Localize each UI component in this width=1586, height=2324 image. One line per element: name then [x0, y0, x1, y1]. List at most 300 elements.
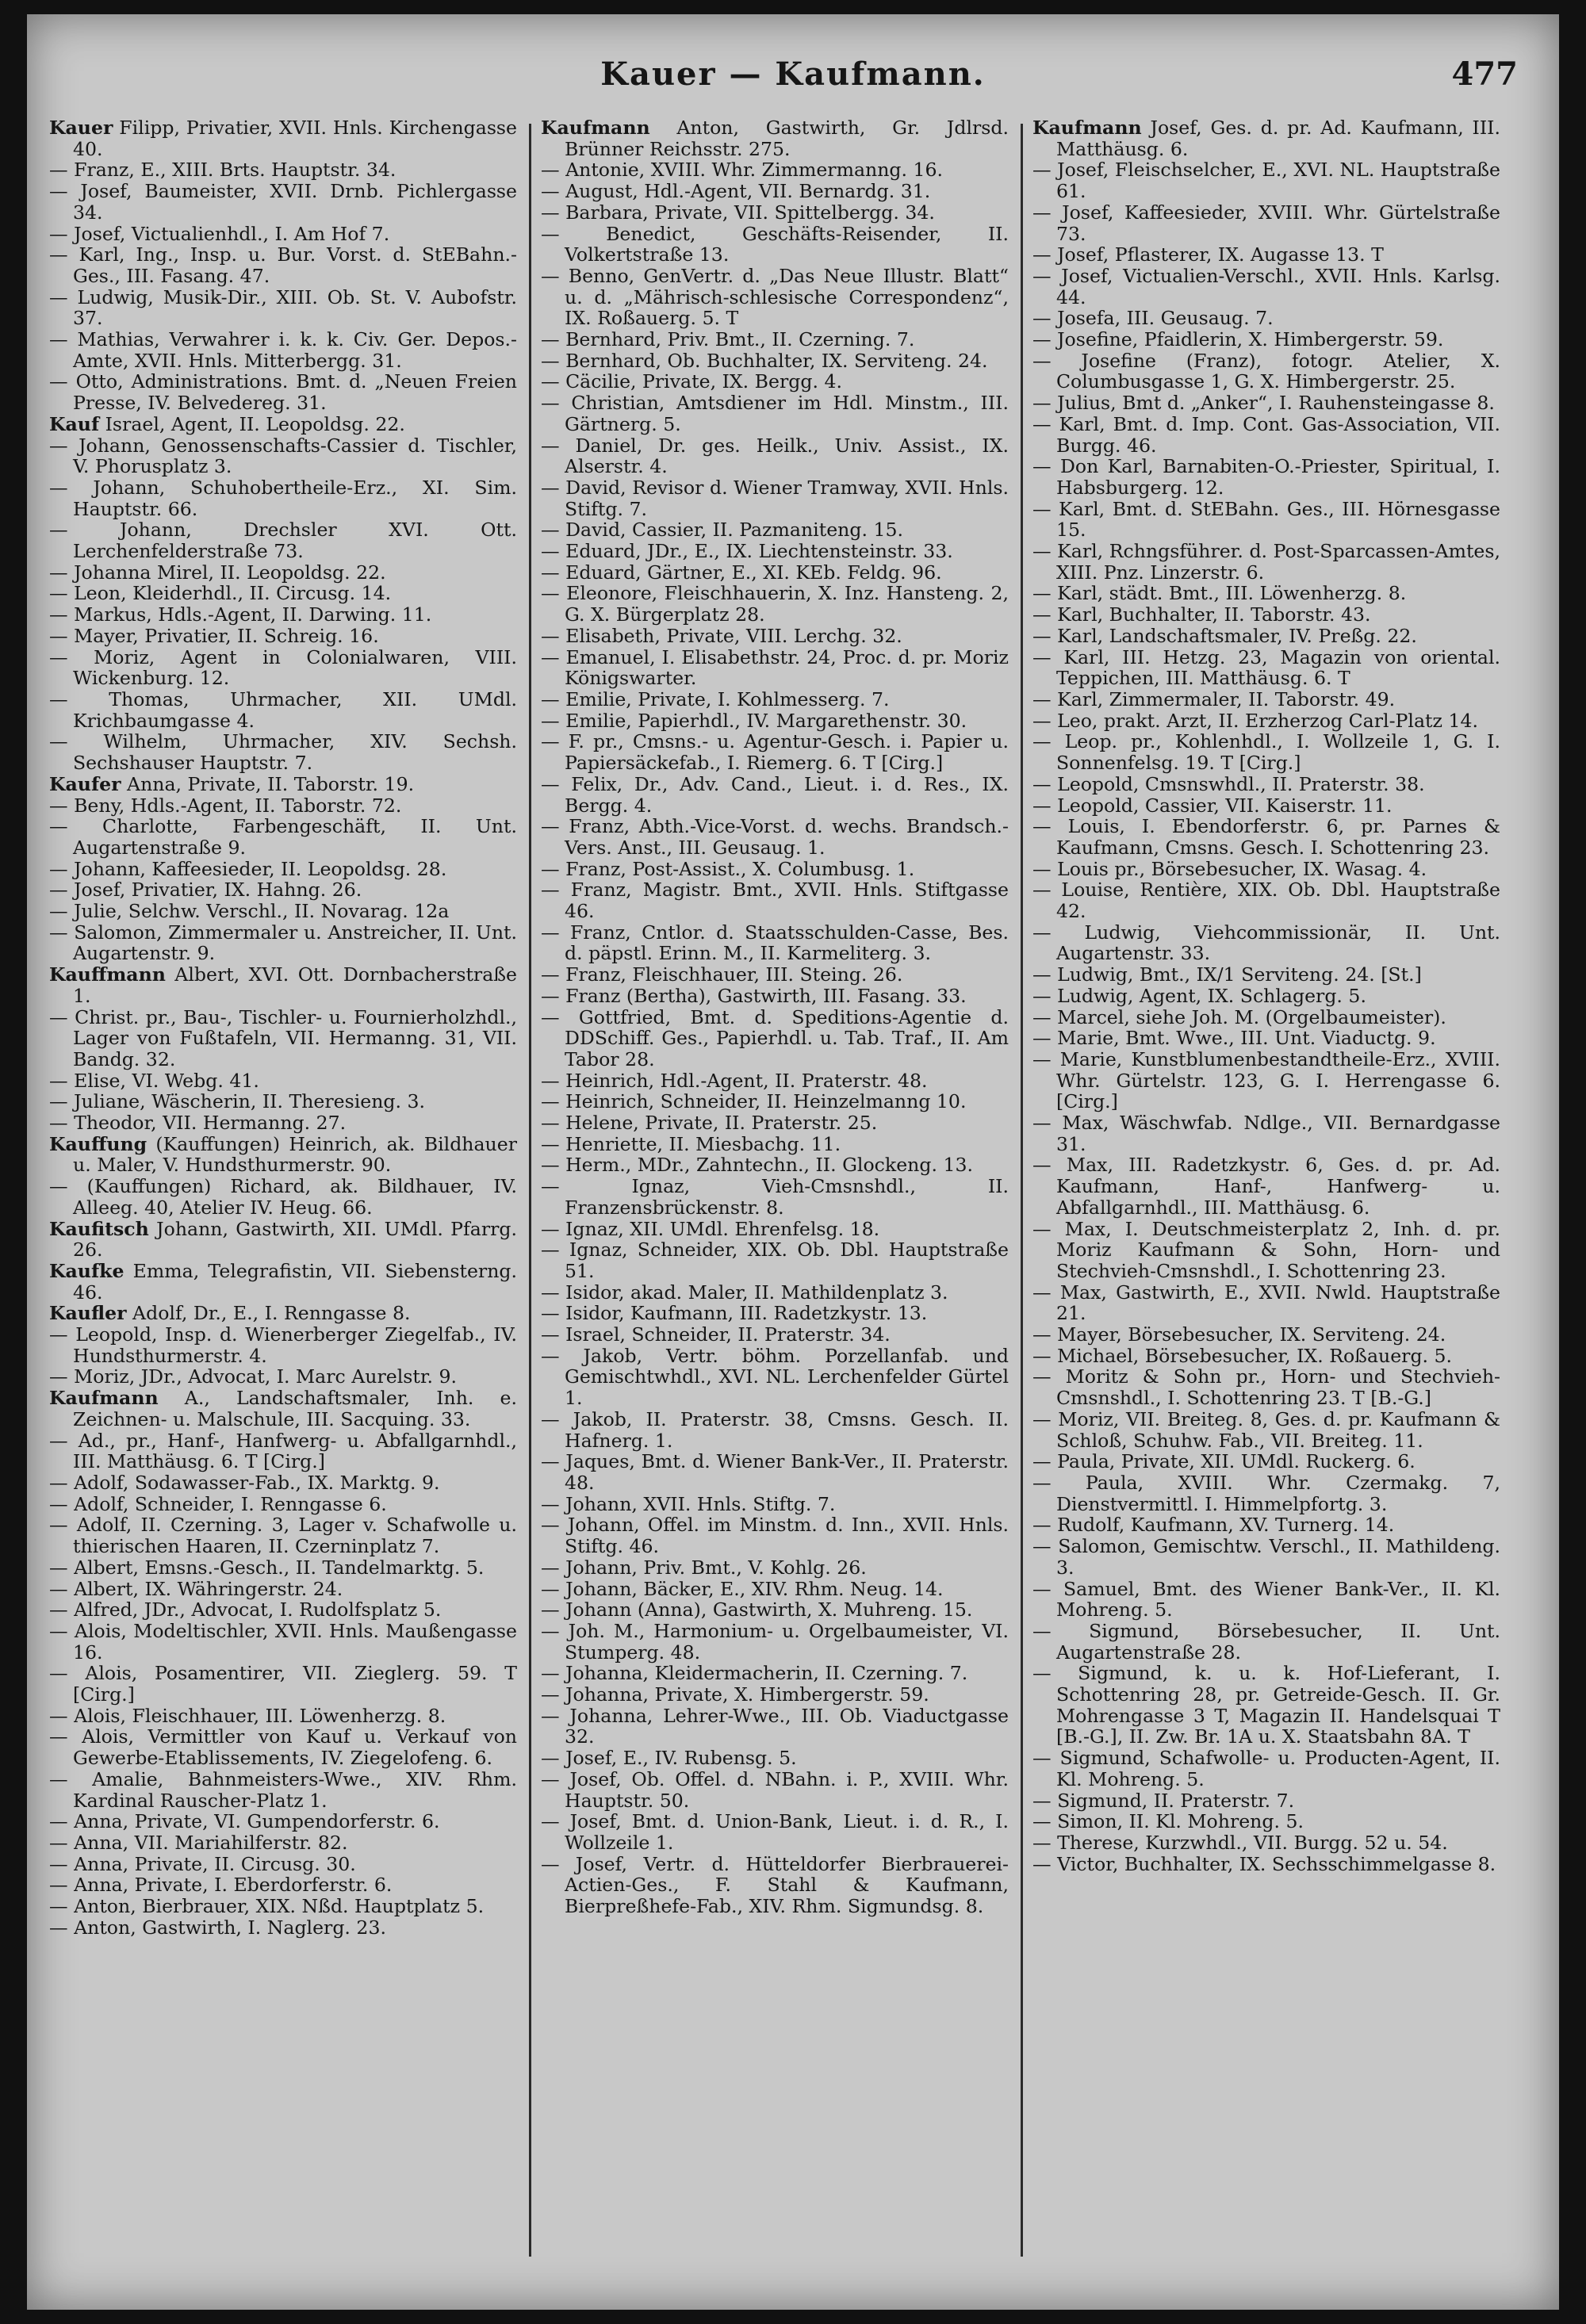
- entry-text: — Eleonore, Fleischhauerin, X. Inz. Hansteng. 2, G. X. Bürgerplatz 28.: [541, 582, 1009, 626]
- directory-entry: [541, 224, 1009, 266]
- entry-text: — Antonie, XVIII. Whr. Zimmermanng. 16.: [541, 159, 944, 182]
- directory-entry: [49, 477, 517, 519]
- entry-text: — Sigmund, k. u. k. Hof-Lieferant, I. Schottenring 28, pr. Getreide-Gesch. II. Gr. Mohrengasse 3 T, Magazin II. Handelsquai T [B.-G.], II. Zw. Br. 1A u. X. Staatsbahn 8A. T: [1032, 1662, 1500, 1748]
- column-3: [1032, 117, 1500, 2274]
- directory-entry: [541, 1621, 1009, 1663]
- directory-entry: [49, 287, 517, 329]
- entry-text: — Josef, Victualien-Verschl., XVII. Hnls. Karlsg. 44.: [1032, 264, 1500, 308]
- entry-text: — Ad., pr., Hanf-, Hanfwerg- u. Abfallgarnhdl., III. Matthäusg. 6. T [Cirg.]: [49, 1429, 517, 1473]
- entry-text: — Emilie, Papierhdl., IV. Margarethenstr. 30.: [541, 709, 967, 732]
- directory-entry: [49, 795, 517, 817]
- entry-text: — Karl, städt. Bmt., III. Löwenherzg. 8.: [1032, 582, 1407, 605]
- entry-text: — Karl, Bmt. d. StEBahn. Ges., III. Hörnesgasse 15.: [1032, 497, 1500, 542]
- directory-entry: [49, 1303, 517, 1324]
- entry-surname: Kaufmann: [541, 117, 650, 139]
- entry-text: — Charlotte, Farbengeschäft, II. Unt. Augartenstraße 9.: [49, 815, 517, 859]
- directory-entry: [49, 562, 517, 584]
- entry-text: — Paula, Private, XII. UMdl. Ruckerg. 6.: [1032, 1450, 1416, 1473]
- directory-entry: [1032, 499, 1500, 541]
- entry-text: — Wilhelm, Uhrmacher, XIV. Sechsh. Sechshauser Hauptstr. 7.: [49, 730, 517, 775]
- directory-entry: [49, 1494, 517, 1515]
- entry-text: — Franz, Fleischhauer, III. Steing. 26.: [541, 963, 903, 986]
- directory-entry: [49, 1726, 517, 1768]
- directory-entry: [49, 1706, 517, 1727]
- entry-text: — Herm., MDr., Zahntechn., II. Glockeng. 13.: [541, 1154, 973, 1177]
- directory-entry: [1032, 392, 1500, 414]
- entry-text: — Anna, Private, VI. Gumpendorferstr. 6.: [49, 1810, 440, 1833]
- directory-entry: [541, 1769, 1009, 1811]
- entry-text: — Marie, Kunstblumenbestandtheile-Erz., XVIII. Whr. Gürtelstr. 123, G. I. Herrengasse 6. [Cirg.]: [1032, 1047, 1500, 1113]
- directory-entry: [541, 1346, 1009, 1409]
- entry-text: A., Landschaftsmaler, Inh. e. Zeichnen- u. Malschule, III. Sacquing. 33.: [73, 1387, 517, 1430]
- entry-text: — Mathias, Verwahrer i. k. k. Civ. Ger. Depos.-Amte, XVII. Hnls. Mitterbergg. 31.: [49, 328, 517, 372]
- directory-entry: [541, 541, 1009, 562]
- directory-entry: [49, 1091, 517, 1112]
- directory-entry: [541, 964, 1009, 986]
- directory-entry: [49, 435, 517, 477]
- directory-entry: [541, 647, 1009, 689]
- directory-entry: [49, 244, 517, 286]
- directory-entry: [49, 1176, 517, 1218]
- directory-entry: [49, 901, 517, 922]
- entry-text: — Christian, Amtsdiener im Hdl. Minstm., III. Gärtnerg. 5.: [541, 392, 1009, 435]
- directory-entry: [541, 1409, 1009, 1451]
- entry-text: — Moriz, VII. Breiteg. 8, Ges. d. pr. Kaufmann & Schloß, Schuhw. Fab., VII. Breiteg. 11.: [1032, 1407, 1500, 1452]
- entry-surname: Kauffung: [49, 1132, 147, 1155]
- directory-entry: [49, 329, 517, 371]
- entry-text: — August, Hdl.-Agent, VII. Bernardg. 31.: [541, 180, 931, 203]
- entry-text: — Karl, Landschaftsmaler, IV. Preßg. 22.: [1032, 624, 1417, 647]
- entry-text: — Franz, Post-Assist., X. Columbusg. 1.: [541, 857, 915, 880]
- directory-entry: [1032, 879, 1500, 921]
- entry-text: — Albert, IX. Währingerstr. 24.: [49, 1577, 343, 1600]
- directory-entry: [541, 731, 1009, 773]
- entry-text: — Josef, Kaffeesieder, XVIII. Whr. Gürtelstraße 73.: [1032, 201, 1500, 245]
- entry-text: — Johann, Schuhobertheile-Erz., XI. Sim. Hauptstr. 66.: [49, 476, 517, 520]
- entry-text: — Paula, XVIII. Whr. Czermakg. 7, Dienstvermittl. I. Himmelpfortg. 3.: [1032, 1472, 1500, 1515]
- entry-text: — Johann, Kaffeesieder, II. Leopoldsg. 28.: [49, 857, 447, 880]
- entry-text: Filipp, Privatier, XVII. Hnls. Kirchengasse 40.: [73, 117, 517, 160]
- entry-surname: Kaufmann: [49, 1387, 159, 1410]
- directory-entry: [1032, 986, 1500, 1007]
- directory-entry: [49, 181, 517, 223]
- entry-text: — Therese, Kurzwhdl., VII. Burgg. 52 u. 54.: [1032, 1831, 1448, 1854]
- entry-text: — Jakob, II. Praterstr. 38, Cmsns. Gesch. II. Hafnerg. 1.: [541, 1407, 1009, 1452]
- directory-entry: [1032, 1811, 1500, 1832]
- entry-text: — Ludwig, Musik-Dir., XIII. Ob. St. V. Aubofstr. 37.: [49, 285, 517, 330]
- directory-entry: [541, 266, 1009, 329]
- directory-entry: [49, 583, 517, 604]
- entry-text: Anton, Gastwirth, Gr. Jdlrsd. Brünner Reichsstr. 275.: [565, 117, 1009, 160]
- entry-surname: Kauffmann: [49, 963, 166, 986]
- entry-text: — Beny, Hdls.-Agent, II. Taborstr. 72.: [49, 794, 402, 817]
- entry-text: — Karl, III. Hetzg. 23, Magazin von oriental. Teppichen, III. Matthäusg. 6. T: [1032, 645, 1500, 690]
- entry-text: — Salomon, Zimmermaler u. Anstreicher, II. Unt. Augartenstr. 9.: [49, 921, 517, 965]
- entry-text: — Victor, Buchhalter, IX. Sechsschimmelgasse 8.: [1032, 1852, 1496, 1875]
- directory-entry: [49, 224, 517, 245]
- directory-entry: [541, 1134, 1009, 1155]
- directory-entry: [49, 1896, 517, 1917]
- entry-text: — Ludwig, Viehcommissionär, II. Unt. Augartenstr. 33.: [1032, 921, 1500, 965]
- entry-text: — Max, Wäschwfab. Ndlge., VII. Bernardgasse 31.: [1032, 1112, 1500, 1155]
- directory-entry: [1032, 308, 1500, 329]
- directory-entry: [541, 689, 1009, 710]
- directory-entry: [1032, 1028, 1500, 1049]
- entry-text: — Johann (Anna), Gastwirth, X. Muhreng. 15.: [541, 1598, 973, 1621]
- directory-entry: [1032, 816, 1500, 858]
- directory-entry: [1032, 1472, 1500, 1514]
- directory-entry: [1032, 202, 1500, 244]
- directory-entry: [541, 1070, 1009, 1092]
- entry-text: — Anton, Bierbrauer, XIX. Nßd. Hauptplatz 5.: [49, 1895, 485, 1918]
- entry-text: — Emilie, Private, I. Kohlmesserg. 7.: [541, 687, 890, 710]
- directory-entry: [49, 1854, 517, 1875]
- entry-text: — Leo, prakt. Arzt, II. Erzherzog Carl-Platz 14.: [1032, 709, 1478, 732]
- entry-text: — Julius, Bmt d. „Anker“, I. Rauhensteingasse 8.: [1032, 392, 1495, 415]
- directory-entry: [49, 1366, 517, 1388]
- entry-text: — Otto, Administrations. Bmt. d. „Neuen Freien Presse, IV. Belvedereg. 31.: [49, 370, 517, 415]
- directory-entry: [1032, 1748, 1500, 1790]
- entry-text: — Marie, Bmt. Wwe., III. Unt. Viaductg. 9.: [1032, 1027, 1436, 1050]
- directory-entry: [1032, 1790, 1500, 1812]
- entry-text: Adolf, Dr., E., I. Renngasse 8.: [126, 1302, 411, 1325]
- directory-entry: [1032, 1409, 1500, 1451]
- directory-entry: [1032, 795, 1500, 817]
- entry-text: — Isidor, Kaufmann, III. Radetzkystr. 13.: [541, 1302, 928, 1325]
- directory-entry: [541, 202, 1009, 224]
- entry-text: — Josefa, III. Geusaug. 7.: [1032, 307, 1274, 330]
- entry-text: — Alfred, JDr., Advocat, I. Rudolfsplatz 5.: [49, 1598, 442, 1621]
- page-header: [27, 56, 1559, 103]
- entry-text: — (Kauffungen) Richard, ak. Bildhauer, IV. Alleeg. 40, Atelier IV. Heug. 66.: [49, 1175, 517, 1219]
- entry-text: — Sigmund, II. Praterstr. 7.: [1032, 1789, 1295, 1812]
- entry-surname: Kaufitsch: [49, 1217, 149, 1240]
- entry-text: — Anna, VII. Mariahilferstr. 82.: [49, 1831, 348, 1854]
- entry-text: — Ignaz, Vieh-Cmsnshdl., II. Franzensbrückenstr. 8.: [541, 1175, 1009, 1219]
- directory-entry: [49, 159, 517, 181]
- entry-text: — Jaques, Bmt. d. Wiener Bank-Ver., II. Praterstr. 48.: [541, 1450, 1009, 1494]
- entry-surname: Kaufke: [49, 1259, 125, 1282]
- entry-text: — Max, Gastwirth, E., XVII. Nwld. Hauptstraße 21.: [1032, 1281, 1500, 1325]
- directory-entry: [541, 1599, 1009, 1621]
- entry-surname: Kaufler: [49, 1302, 127, 1325]
- directory-entry: [541, 816, 1009, 858]
- directory-entry: [49, 1917, 517, 1939]
- directory-entry: [49, 647, 517, 689]
- directory-entry: [541, 1494, 1009, 1515]
- entry-text: — Alois, Posamentirer, VII. Zieglerg. 59. T [Cirg.]: [49, 1662, 517, 1706]
- entry-text: — Amalie, Bahnmeisters-Wwe., XIV. Rhm. Kardinal Rauscher-Platz 1.: [49, 1767, 517, 1812]
- directory-entry: [49, 1579, 517, 1600]
- entry-text: — David, Revisor d. Wiener Tramway, XVII. Hnls. Stiftg. 7.: [541, 476, 1009, 520]
- entry-text: — Louis pr., Börsebesucher, IX. Wasag. 4.: [1032, 857, 1427, 880]
- directory-entry: [49, 414, 517, 435]
- directory-entry: [541, 859, 1009, 880]
- entry-text: — Albert, Emsns.-Gesch., II. Tandelmarktg. 5.: [49, 1556, 485, 1579]
- entry-text: — Ignaz, XII. UMdl. Ehrenfelsg. 18.: [541, 1217, 880, 1240]
- entry-text: — Thomas, Uhrmacher, XII. UMdl. Krichbaumgasse 4.: [49, 687, 517, 732]
- entry-text: — Franz (Bertha), Gastwirth, III. Fasang. 33.: [541, 984, 967, 1007]
- entry-text: — Adolf, Schneider, I. Renngasse 6.: [49, 1492, 387, 1515]
- entry-text: — Johanna Mirel, II. Leopoldsg. 22.: [49, 561, 386, 584]
- entry-text: — Mayer, Börsebesucher, IX. Serviteng. 24.: [1032, 1323, 1446, 1346]
- entry-text: — Sigmund, Börsebesucher, II. Unt. Augartenstraße 28.: [1032, 1619, 1500, 1664]
- entry-text: — Elise, VI. Webg. 41.: [49, 1069, 259, 1092]
- directory-entry: [49, 1070, 517, 1092]
- directory-entry: [1032, 859, 1500, 880]
- entry-text: — Isidor, akad. Maler, II. Mathildenplatz 3.: [541, 1281, 948, 1304]
- directory-entry: [541, 1303, 1009, 1324]
- entry-text: Israel, Agent, II. Leopoldsg. 22.: [99, 412, 405, 435]
- entry-text: — Johanna, Private, X. Himbergerstr. 59.: [541, 1683, 929, 1706]
- entry-text: — Henriette, II. Miesbachg. 11.: [541, 1132, 841, 1155]
- entry-text: — Alois, Fleischhauer, III. Löwenherzg. 8.: [49, 1704, 446, 1727]
- entry-text: — Salomon, Gemischtw. Verschl., II. Mathildeng. 3.: [1032, 1535, 1500, 1579]
- directory-entry: [49, 731, 517, 773]
- entry-text: — Simon, II. Kl. Mohreng. 5.: [1032, 1810, 1304, 1833]
- directory-entry: [1032, 329, 1500, 350]
- directory-entry: [1032, 731, 1500, 773]
- directory-entry: [49, 1557, 517, 1579]
- entry-text: Johann, Gastwirth, XII. UMdl. Pfarrg. 26.: [73, 1217, 517, 1262]
- entry-text: — Julie, Selchw. Verschl., II. Novarag. 12a: [49, 900, 450, 923]
- directory-entry: [49, 1832, 517, 1854]
- directory-entry: [49, 1430, 517, 1472]
- directory-entry: [541, 1239, 1009, 1281]
- directory-entry: [49, 626, 517, 647]
- entry-text: — Adolf, Sodawasser-Fab., IX. Marktg. 9.: [49, 1472, 440, 1494]
- entry-surname: Kaufer: [49, 772, 121, 795]
- directory-entry: [1032, 159, 1500, 201]
- directory-entry: [49, 1769, 517, 1811]
- directory-entry: [541, 562, 1009, 584]
- directory-entry: [541, 1007, 1009, 1070]
- entry-text: — Emanuel, I. Elisabethstr. 24, Proc. d. pr. Moriz Königswarter.: [541, 645, 1009, 690]
- directory-entry: [541, 1219, 1009, 1240]
- entry-text: — Benedict, Geschäfts-Reisender, II. Volkertstraße 13.: [541, 222, 1009, 266]
- entry-text: — Leopold, Insp. d. Wienerberger Ziegelfab., IV. Hundsthurmerstr. 4.: [49, 1323, 517, 1367]
- directory-entry: [541, 922, 1009, 964]
- directory-entry: [1032, 117, 1500, 159]
- entry-text: — Josef, Vertr. d. Hütteldorfer Bierbrauerei-Actien-Ges., F. Stahl & Kaufmann, Bierpreßhefe-Fab., XIV. Rhm. Sigmundsg. 8.: [541, 1852, 1009, 1918]
- directory-entry: [49, 1007, 517, 1070]
- directory-entry: [1032, 1324, 1500, 1346]
- directory-entry: [49, 1599, 517, 1621]
- directory-entry: [541, 583, 1009, 625]
- directory-entry: [1032, 689, 1500, 710]
- directory-entry: [49, 519, 517, 561]
- directory-entry: [1032, 1049, 1500, 1112]
- directory-entry: [1032, 1451, 1500, 1472]
- directory-entry: [541, 1811, 1009, 1853]
- directory-entry: [49, 1472, 517, 1494]
- entry-text: — Markus, Hdls.-Agent, II. Darwing. 11.: [49, 603, 432, 626]
- directory-entry: [1032, 1621, 1500, 1663]
- directory-entry: [1032, 1346, 1500, 1367]
- directory-entry: [1032, 1007, 1500, 1028]
- directory-entry: [1032, 1832, 1500, 1854]
- directory-entry: [541, 1112, 1009, 1134]
- directory-entry: [541, 1514, 1009, 1556]
- directory-entry: [541, 1176, 1009, 1218]
- directory-entry: [49, 1621, 517, 1663]
- directory-entry: [49, 117, 517, 159]
- entry-text: — Josef, Pflasterer, IX. Augasse 13. T: [1032, 243, 1384, 266]
- directory-entry: [1032, 266, 1500, 308]
- directory-entry: [1032, 414, 1500, 456]
- directory-entry: [541, 1154, 1009, 1176]
- directory-entry: [541, 1748, 1009, 1769]
- entry-text: — Felix, Dr., Adv. Cand., Lieut. i. d. Res., IX. Bergg. 4.: [541, 772, 1009, 817]
- directory-entry: [49, 371, 517, 413]
- directory-entry: [49, 1261, 517, 1303]
- entry-text: — Alois, Modeltischler, XVII. Hnls. Maußengasse 16.: [49, 1619, 517, 1664]
- directory-entry: [1032, 1514, 1500, 1536]
- directory-entry: [541, 774, 1009, 816]
- entry-text: — Anton, Gastwirth, I. Naglerg. 23.: [49, 1916, 386, 1939]
- directory-entry: [1032, 1154, 1500, 1218]
- entry-text: — Franz, Abth.-Vice-Vorst. d. wechs. Brandsch.-Vers. Anst., III. Geusaug. 1.: [541, 815, 1009, 859]
- entry-surname: Kauer: [49, 117, 113, 139]
- entry-text: — Johann, Drechsler XVI. Ott. Lerchenfelderstraße 73.: [49, 519, 517, 563]
- entry-text: — Josef, Baumeister, XVII. Drnb. Pichlergasse 34.: [49, 180, 517, 224]
- entry-text: — Josefine (Franz), fotogr. Atelier, X. Columbusgasse 1, G. X. Himbergerstr. 25.: [1032, 349, 1500, 393]
- entry-text: — Ludwig, Bmt., IX/1 Serviteng. 24. [St.]: [1032, 963, 1422, 986]
- entry-text: — Gottfried, Bmt. d. Speditions-Agentie d. DDSchiff. Ges., Papierhdl. u. Tab. Traf., II. Am Tabor 28.: [541, 1005, 1009, 1070]
- page-number: 477: [1451, 56, 1518, 93]
- entry-text: — Johann, Offel. im Minstm. d. Inn., XVII. Hnls. Stiftg. 46.: [541, 1514, 1009, 1558]
- entry-text: — Franz, Magistr. Bmt., XVII. Hnls. Stiftgasse 46.: [541, 879, 1009, 923]
- entry-text: — Leon, Kleiderhdl., II. Circusg. 14.: [49, 582, 392, 605]
- entry-text: — Franz, E., XIII. Brts. Hauptstr. 34.: [49, 159, 396, 182]
- directory-entry: [541, 1557, 1009, 1579]
- directory-entry: [541, 1579, 1009, 1600]
- directory-entry: [1032, 1219, 1500, 1282]
- entry-text: — Leopold, Cassier, VII. Kaiserstr. 11.: [1032, 794, 1393, 817]
- directory-entry: [1032, 774, 1500, 795]
- directory-entry: [1032, 626, 1500, 647]
- entry-text: — Samuel, Bmt. des Wiener Bank-Ver., II. Kl. Mohreng. 5.: [1032, 1577, 1500, 1621]
- entry-text: — Bernhard, Priv. Bmt., II. Czerning. 7.: [541, 328, 915, 351]
- entry-text: — Anna, Private, I. Eberdorferstr. 6.: [49, 1874, 393, 1897]
- entry-text: — Leop. pr., Kohlenhdl., I. Wollzeile 1, G. I. Sonnenfelsg. 19. T [Cirg.]: [1032, 730, 1500, 775]
- directory-entry: [49, 1514, 517, 1556]
- entry-text: — Leopold, Cmsnswhdl., II. Praterstr. 38.: [1032, 772, 1425, 795]
- entry-text: — Eduard, JDr., E., IX. Liechtensteinstr. 33.: [541, 540, 953, 563]
- entry-text: — Marcel, siehe Joh. M. (Orgelbaumeister).: [1032, 1005, 1446, 1028]
- entry-text: — Karl, Buchhalter, II. Taborstr. 43.: [1032, 603, 1371, 626]
- entry-text: — Adolf, II. Czerning. 3, Lager v. Schafwolle u. thierischen Haaren, II. Czerninplatz 7.: [49, 1514, 517, 1558]
- directory-entry: [541, 879, 1009, 921]
- entry-text: — Helene, Private, II. Praterstr. 25.: [541, 1112, 878, 1135]
- entry-text: — Anna, Private, II. Circusg. 30.: [49, 1852, 356, 1875]
- entry-text: — Bernhard, Ob. Buchhalter, IX. Serviteng. 24.: [541, 349, 988, 372]
- entry-text: — Don Karl, Barnabiten-O.-Priester, Spiritual, I. Habsburgerg. 12.: [1032, 455, 1500, 499]
- entry-text: — Sigmund, Schafwolle- u. Producten-Agent, II. Kl. Mohreng. 5.: [1032, 1747, 1500, 1790]
- directory-entry: [49, 1874, 517, 1896]
- entry-text: — Johann, Bäcker, E., XIV. Rhm. Neug. 14.: [541, 1577, 944, 1600]
- directory-entry: [541, 181, 1009, 202]
- entry-text: Josef, Ges. d. pr. Ad. Kaufmann, III. Matthäusg. 6.: [1056, 117, 1500, 160]
- directory-entry: [541, 159, 1009, 181]
- directory-entry: [49, 1219, 517, 1261]
- directory-entry: [1032, 1854, 1500, 1875]
- entry-text: — Israel, Schneider, II. Praterstr. 34.: [541, 1323, 891, 1346]
- directory-entry: [541, 435, 1009, 477]
- entry-text: — Eduard, Gärtner, E., XI. KEb. Feldg. 96.: [541, 561, 942, 584]
- directory-entry: [541, 329, 1009, 350]
- entry-text: — Karl, Bmt. d. Imp. Cont. Gas-Association, VII. Burgg. 46.: [1032, 412, 1500, 457]
- entry-text: Emma, Telegrafistin, VII. Siebensterng. 46.: [73, 1259, 517, 1304]
- directory-entry: [541, 117, 1009, 159]
- entry-text: — Josef, E., IV. Rubensg. 5.: [541, 1747, 797, 1770]
- entry-text: — Josef, Fleischselcher, E., XVI. NL. Hauptstraße 61.: [1032, 159, 1500, 203]
- directory-entry: [1032, 350, 1500, 392]
- directory-entry: [1032, 1282, 1500, 1324]
- directory-columns: [49, 117, 1534, 2274]
- entry-text: — Josef, Bmt. d. Union-Bank, Lieut. i. d. R., I. Wollzeile 1.: [541, 1810, 1009, 1854]
- directory-entry: [1032, 964, 1500, 986]
- directory-entry: [541, 350, 1009, 372]
- entry-text: — Johanna, Lehrer-Wwe., III. Ob. Viaductgasse 32.: [541, 1704, 1009, 1748]
- entry-text: — Christ. pr., Bau-, Tischler- u. Fournierholzhdl., Lager von Fußtafeln, VII. Hermanng. 31, VII. Bandg. 32.: [49, 1005, 517, 1070]
- directory-entry: [1032, 456, 1500, 498]
- entry-text: — Moritz & Sohn pr., Horn- und Stechvieh-Cmsnshdl., I. Schottenring 23. T [B.-G.]: [1032, 1365, 1500, 1410]
- entry-text: — Rudolf, Kaufmann, XV. Turnerg. 14.: [1032, 1514, 1395, 1537]
- entry-text: — Johann, Genossenschafts-Cassier d. Tischler, V. Phorusplatz 3.: [49, 434, 517, 478]
- entry-text: — Louis, I. Ebendorferstr. 6, pr. Parnes & Kaufmann, Cmsns. Gesch. I. Schottenring 23.: [1032, 815, 1500, 859]
- directory-entry: [49, 1112, 517, 1134]
- directory-entry: [541, 1684, 1009, 1706]
- entry-text: — Louise, Rentière, XIX. Ob. Dbl. Hauptstraße 42.: [1032, 879, 1500, 923]
- directory-entry: [541, 1663, 1009, 1684]
- entry-text: — Johann, XVII. Hnls. Stiftg. 7.: [541, 1492, 836, 1515]
- entry-text: — Moriz, Agent in Colonialwaren, VIII. Wickenburg. 12.: [49, 645, 517, 690]
- directory-entry: [541, 477, 1009, 519]
- directory-entry: [1032, 1112, 1500, 1154]
- directory-entry: [541, 1706, 1009, 1748]
- directory-entry: [541, 1091, 1009, 1112]
- directory-entry: [1032, 1366, 1500, 1408]
- column-2: [541, 117, 1009, 2274]
- directory-entry: [541, 371, 1009, 392]
- directory-entry: [541, 1282, 1009, 1304]
- entry-text: (Kauffungen) Heinrich, ak. Bildhauer u. Maler, V. Hundsthurmerstr. 90.: [73, 1132, 517, 1177]
- entry-text: — Johanna, Kleidermacherin, II. Czerning. 7.: [541, 1662, 968, 1685]
- directory-entry: [1032, 604, 1500, 626]
- directory-entry: [541, 626, 1009, 647]
- directory-entry: [1032, 647, 1500, 689]
- entry-text: — Benno, GenVertr. d. „Das Neue Illustr. Blatt“ u. d. „Mährisch-schlesische Correspondenz“, IX. Roßauerg. 5. T: [541, 264, 1009, 330]
- directory-entry: [49, 1811, 517, 1832]
- running-head: Kauer — Kaufmann.: [600, 56, 986, 93]
- entry-surname: Kaufmann: [1032, 117, 1142, 139]
- directory-entry: [1032, 1663, 1500, 1748]
- entry-text: — Josef, Ob. Offel. d. NBahn. i. P., XVIII. Whr. Hauptstr. 50.: [541, 1767, 1009, 1812]
- entry-surname: Kauf: [49, 412, 100, 435]
- directory-entry: [49, 1134, 517, 1176]
- entry-text: Albert, XVI. Ott. Dornbacherstraße 1.: [73, 963, 517, 1007]
- directory-entry: [541, 1451, 1009, 1493]
- directory-entry: [1032, 1536, 1500, 1578]
- directory-entry: [541, 986, 1009, 1007]
- entry-text: — Heinrich, Hdl.-Agent, II. Praterstr. 48.: [541, 1069, 928, 1092]
- directory-entry: [1032, 922, 1500, 964]
- directory-entry: [49, 774, 517, 795]
- directory-entry: [1032, 1579, 1500, 1621]
- directory-entry: [49, 879, 517, 901]
- directory-entry: [49, 1663, 517, 1705]
